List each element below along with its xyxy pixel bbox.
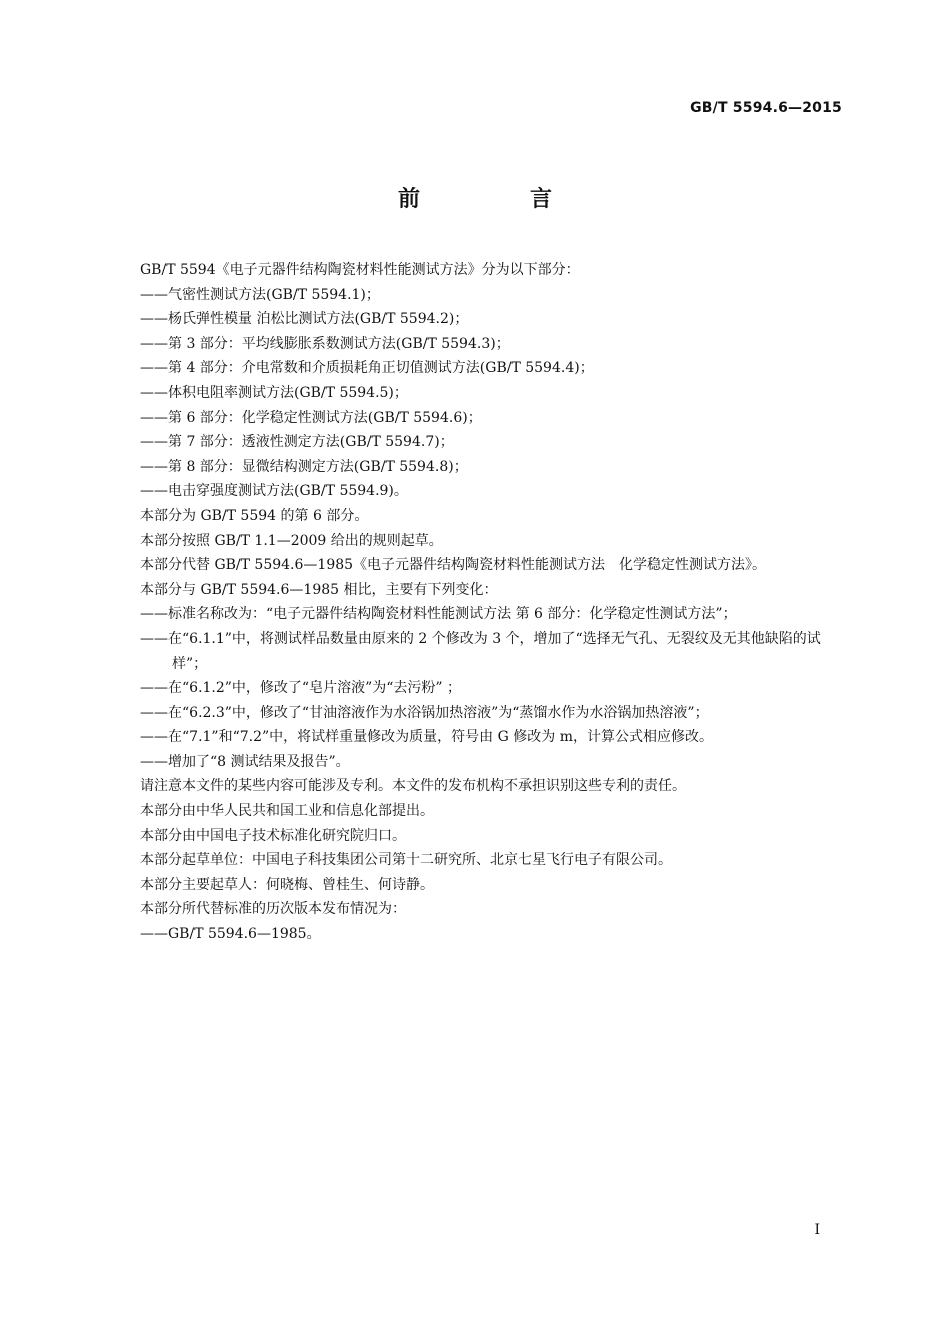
list-item: ——第 6 部分：化学稳定性测试方法(GB/T 5594.6)； xyxy=(140,409,482,426)
paragraph: 本部分起草单位：中国电子科技集团公司第十二研究所、北京七星飞行电子有限公司。 xyxy=(140,852,672,869)
list-item: ——气密性测试方法(GB/T 5594.1)； xyxy=(140,286,380,303)
list-item: ——第 7 部分：透液性测定方法(GB/T 5594.7)； xyxy=(140,434,454,451)
list-item: ——第 8 部分：显微结构测定方法(GB/T 5594.8)； xyxy=(140,458,468,475)
list-item: ——第 3 部分：平均线膨胀系数测试方法(GB/T 5594.3)； xyxy=(140,335,510,352)
list-item: ——体积电阻率测试方法(GB/T 5594.5)； xyxy=(140,384,408,401)
list-item: ——标准名称改为：“电子元器件结构陶瓷材料性能测试方法 第 6 部分：化学稳定性测试方法”； xyxy=(140,606,737,623)
foreword-body xyxy=(108,258,844,947)
page-title: 前 言 xyxy=(397,187,596,212)
paragraph: 本部分与 GB/T 5594.6—1985 相比，主要有下列变化： xyxy=(140,581,498,598)
list-item: ——增加了“8 测试结果及报告”。 xyxy=(140,753,350,770)
list-item: ——GB/T 5594.6—1985。 xyxy=(140,926,321,943)
list-item: ——电击穿强度测试方法(GB/T 5594.9)。 xyxy=(140,483,408,500)
standard-code: GB/T 5594.6—2015 xyxy=(690,100,842,116)
list-item: ——在“6.1.1”中，将测试样品数量由原来的 2 个修改为 3 个，增加了“选择无气孔、无裂纹及无其他缺陷的试样”； xyxy=(140,630,821,672)
paragraph: 本部分为 GB/T 5594 的第 6 部分。 xyxy=(140,507,369,524)
paragraph: 本部分按照 GB/T 1.1—2009 给出的规则起草。 xyxy=(140,532,443,549)
list-item: ——在“6.2.3”中，修改了“甘油溶液作为水浴锅加热溶液”为“蒸馏水作为水浴锅加热溶液”； xyxy=(140,704,709,721)
list-item: ——在“6.1.2”中，修改了“皂片溶液”为“去污粉” ； xyxy=(140,680,462,697)
list-item: ——杨氏弹性模量 泊松比测试方法(GB/T 5594.2)； xyxy=(140,311,469,328)
paragraph: 本部分所代替标准的历次版本发布情况为： xyxy=(140,901,406,918)
list-item: ——第 4 部分：介电常数和介质损耗角正切值测试方法(GB/T 5594.4)； xyxy=(140,360,594,377)
list-item: ——在“7.1”和“7.2”中，将试样重量修改为质量，符号由 G 修改为 m，计算公式相应修改。 xyxy=(140,729,713,746)
paragraph: 本部分主要起草人：何晓梅、曾桂生、何诗静。 xyxy=(140,876,434,893)
paragraph: 请注意本文件的某些内容可能涉及专利。本文件的发布机构不承担识别这些专利的责任。 xyxy=(140,778,686,795)
paragraph: 本部分代替 GB/T 5594.6—1985《电子元器件结构陶瓷材料性能测试方法 化学稳定性测试方法》。 xyxy=(140,557,767,574)
paragraph: 本部分由中华人民共和国工业和信息化部提出。 xyxy=(140,803,434,820)
paragraph: GB/T 5594《电子元器件结构陶瓷材料性能测试方法》分为以下部分： xyxy=(140,262,580,278)
paragraph: 本部分由中国电子技术标准化研究院归口。 xyxy=(140,827,406,844)
page-number: I xyxy=(814,1222,820,1238)
